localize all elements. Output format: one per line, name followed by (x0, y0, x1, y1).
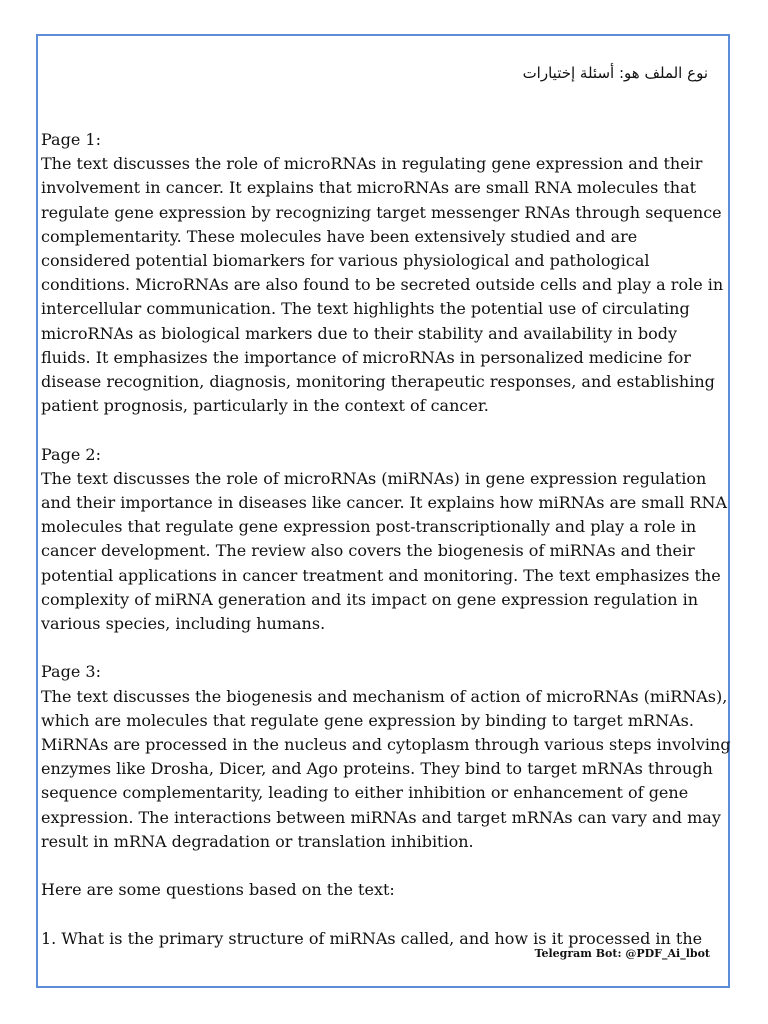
telegram-bot-footer: Telegram Bot: @PDF_Ai_lbot (534, 947, 710, 960)
page-3-body: The text discusses the biogenesis and mechanism of action of microRNAs (miRNAs), which are molecules that regulate gene expression by binding to target mRNAs. MiRNAs are processed in the nucleus and cytoplasm through various steps involving enzymes like Drosha, Dicer, and Ago proteins. They bind to target mRNAs through sequence complementarity, leading to either inhibition or enhancement of gene expression. The interactions between miRNAs and target mRNAs can vary and may result in mRNA degradation or translation inhibition. (41, 686, 731, 851)
page-2-body: The text discusses the role of microRNAs (miRNAs) in gene expression regulation and their importance in diseases like cancer. It explains how miRNAs are small RNA molecules that regulate gene expression post-transcriptionally and play a role in cancer development. The review also covers the biogenesis of miRNAs and their potential applications in cancer treatment and monitoring. The text emphasizes the complexity of miRNA generation and its impact on gene expression regulation in various species, including humans. (41, 468, 728, 634)
questions-intro-text: Here are some questions based on the text: (41, 880, 395, 900)
page-1-heading: Page 1: (41, 130, 101, 149)
page-1-body: The text discusses the role of microRNAs in regulating gene expression and their involvement in cancer. It explains that microRNAs are small RNA molecules that regulate gene expression by recognizing target messenger RNAs through sequence complementarity. These molecules have been extensively studied and are considered potential biomarkers for various physiological and pathological conditions. MicroRNAs are also found to be secreted outside cells and play a role in intercellular communication. The text highlights the potential use of circulating microRNAs as biological markers due to their stability and availability in body fluids. It emphasizes the importance of microRNAs in personalized medicine for disease recognition, diagnosis, monitoring therapeutic responses, and establishing patient prognosis, particularly in the context of cancer. (41, 154, 724, 416)
question-1-text: 1. What is the primary structure of miRNAs called, and how is it processed in the (41, 928, 703, 948)
page-2-heading: Page 2: (41, 444, 101, 464)
questions-intro (41, 878, 731, 902)
page-3-heading: Page 3: (41, 662, 101, 682)
document-content (41, 128, 731, 975)
page-2-summary (41, 443, 731, 637)
page-1-summary (41, 128, 731, 418)
file-type-label: نوع الملف هو: أسئلة إختيارات (522, 64, 708, 82)
page-3-summary (41, 660, 731, 854)
document-page (36, 34, 730, 988)
